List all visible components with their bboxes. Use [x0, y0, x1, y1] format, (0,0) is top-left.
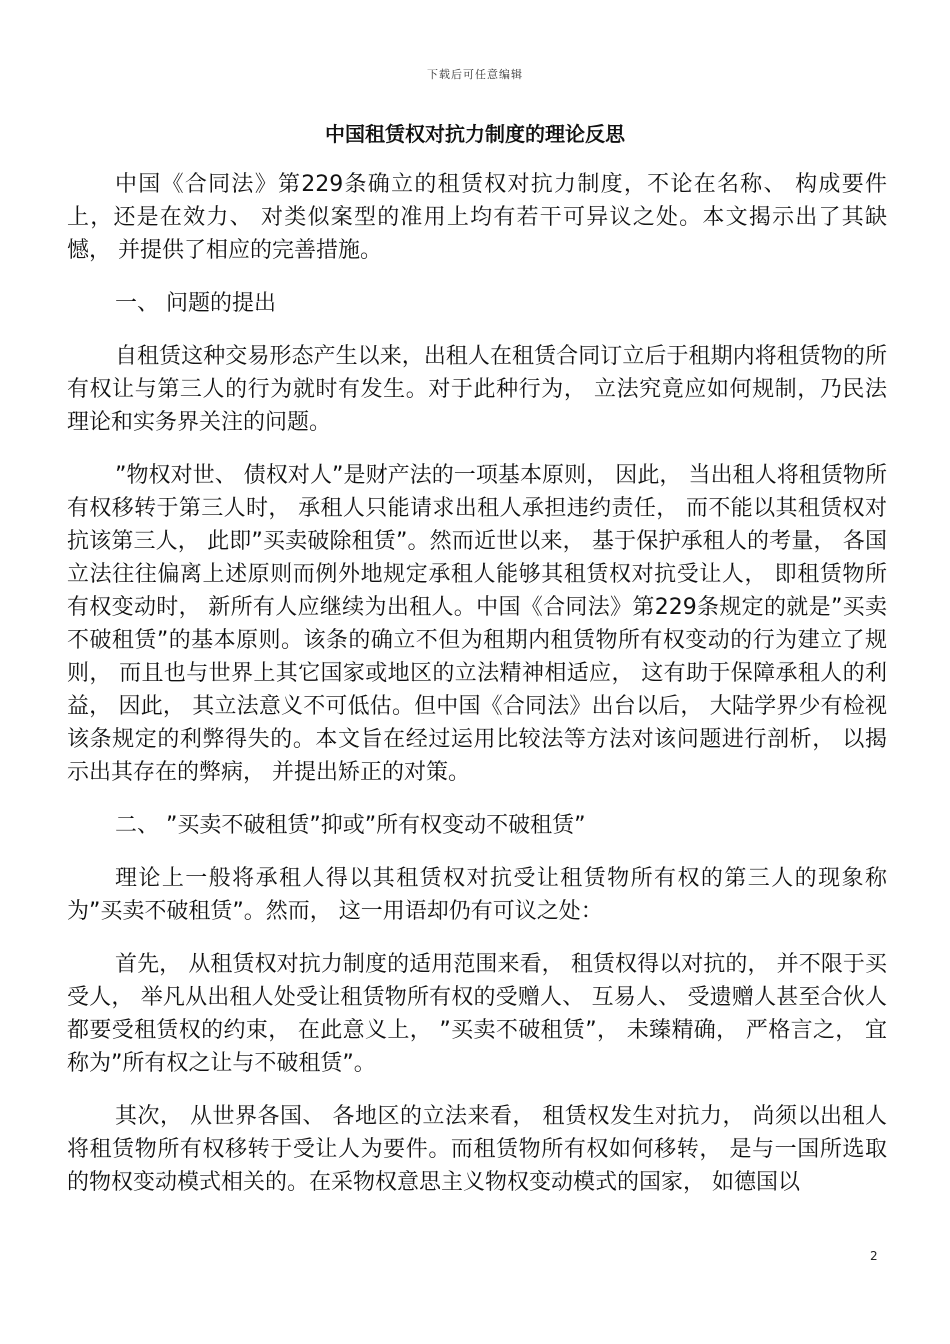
header-note: 下载后可任意编辑: [427, 68, 523, 81]
body-paragraph: ”物权对世、 债权对人”是财产法的一项基本原则， 因此， 当出租人将租赁物所有权移转于第三人时， 承租人只能请求出租人承担违约责任， 而不能以其租赁权对抗该第三人， 此即”买卖破除租赁”。然而近世以来， 基于保护承租人的考量， 各国立法往往偏离上述原则而例外地规定承租人能够其租赁权对抗受让人， 即租赁物所有权变动时， 新所有人应继续为出租人。中国《合同法》第229条规定的就是”买卖不破租赁”的基本原则。该条的确立不但为租期内租赁物所有权变动的行为建立了规则， 而且也与世界上其它国家或地区的立法精神相适应， 这有助于保障承租人的利益， 因此， 其立法意义不可低估。但中国《合同法》出台以后， 大陆学界少有检视该条规定的利弊得失的。本文旨在经过运用比较法等方法对该问题进行剖析， 以揭示出其存在的弊病， 并提出矫正的对策。: [67, 463, 887, 785]
abstract-paragraph: 中国《合同法》第229条确立的租赁权对抗力制度，不论在名称、 构成要件上，还是在效力、 对类似案型的准用上均有若干可异议之处。本文揭示出了其缺憾， 并提供了相应的完善措施。: [67, 172, 887, 263]
body-paragraph: 理论上一般将承租人得以其租赁权对抗受让租赁物所有权的第三人的现象称为”买卖不破租赁”。然而， 这一用语却仍有可议之处：: [67, 866, 887, 924]
section-heading-2: 二、 ”买卖不破租赁”抑或”所有权变动不破租赁”: [115, 813, 586, 838]
document-body: [67, 168, 887, 1219]
body-paragraph: 首先， 从租赁权对抗力制度的适用范围来看， 租赁权得以对抗的， 并不限于买受人， 举凡从出租人处受让租赁物所有权的受赠人、 互易人、 受遗赠人甚至合伙人都要受租赁权的约束， 在此意义上， ”买卖不破租赁”， 未臻精确， 严格言之， 宜称为”所有权之让与不破租赁”。: [67, 952, 887, 1076]
page-number: 2: [870, 1249, 878, 1263]
body-paragraph: 自租赁这种交易形态产生以来，出租人在租赁合同订立后于租期内将租赁物的所有权让与第三人的行为就时有发生。对于此种行为， 立法究竟应如何规制，乃民法理论和实务界关注的问题。: [67, 344, 887, 435]
body-paragraph: 其次， 从世界各国、 各地区的立法来看， 租赁权发生对抗力， 尚须以出租人将租赁物所有权移转于受让人为要件。而租赁物所有权如何移转， 是与一国所选取的物权变动模式相关的。在采物权意思主义物权变动模式的国家， 如德国以: [67, 1104, 887, 1195]
document-title: 中国租赁权对抗力制度的理论反思: [325, 122, 625, 146]
section-heading-1: 一、 问题的提出: [115, 291, 276, 316]
